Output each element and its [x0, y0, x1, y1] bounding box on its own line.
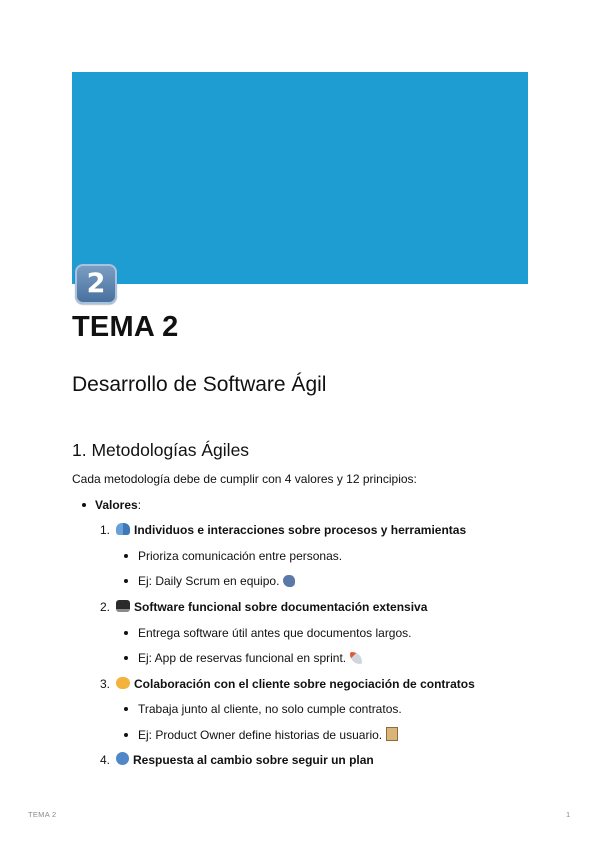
list-bullet	[124, 579, 128, 583]
value-item	[116, 522, 466, 538]
value-item-label: Individuos e interacciones sobre procesos y herramientas	[134, 523, 467, 537]
list-bullet	[124, 631, 128, 635]
cover-image	[72, 72, 528, 284]
values-label: Valores	[95, 498, 138, 512]
speaking-head-icon	[283, 575, 295, 587]
page-number: 1	[566, 810, 571, 819]
list-item	[138, 573, 295, 589]
list-bullet	[124, 707, 128, 711]
intro-paragraph: Cada metodología debe de cumplir con 4 valores y 12 principios:	[72, 472, 417, 486]
keycap-two-icon: 2	[75, 264, 117, 304]
page-title: TEMA 2	[72, 311, 179, 343]
clipboard-icon	[386, 727, 398, 741]
list-item-text: Ej: Daily Scrum en equipo.	[138, 574, 280, 588]
laptop-icon	[116, 600, 130, 612]
rocket-icon	[350, 652, 362, 664]
value-item-label: Respuesta al cambio sobre seguir un plan	[133, 753, 374, 767]
value-item	[116, 752, 374, 768]
section-heading: 1. Metodologías Ágiles	[72, 440, 250, 460]
list-bullet	[124, 554, 128, 558]
handshake-icon	[116, 677, 130, 689]
value-item-label: Software funcional sobre documentación extensiva	[134, 600, 428, 614]
list-item: Prioriza comunicación entre personas.	[138, 549, 343, 563]
list-number: 2.	[100, 600, 111, 614]
list-bullet	[82, 503, 86, 507]
footer-title: TEMA 2	[28, 810, 57, 819]
list-item	[138, 650, 362, 666]
list-bullet	[124, 733, 128, 737]
list-bullet	[124, 656, 128, 660]
list-item-text: Ej: Product Owner define historias de usuario.	[138, 728, 383, 742]
cycle-arrows-icon	[116, 752, 129, 765]
values-colon: :	[137, 498, 142, 512]
list-item: Trabaja junto al cliente, no solo cumple contratos.	[138, 702, 402, 716]
value-item	[116, 599, 427, 615]
value-item-label: Colaboración con el cliente sobre negociación de contratos	[134, 677, 475, 691]
list-number: 3.	[100, 677, 111, 691]
list-number: 4.	[100, 753, 111, 767]
list-number: 1.	[100, 523, 111, 537]
value-item	[116, 676, 475, 692]
list-item	[138, 727, 398, 743]
values-heading	[95, 497, 141, 513]
list-item-text: Ej: App de reservas funcional en sprint.	[138, 651, 347, 665]
page-subtitle: Desarrollo de Software Ágil	[72, 373, 327, 396]
people-icon	[116, 523, 130, 535]
list-item: Entrega software útil antes que documentos largos.	[138, 626, 412, 640]
